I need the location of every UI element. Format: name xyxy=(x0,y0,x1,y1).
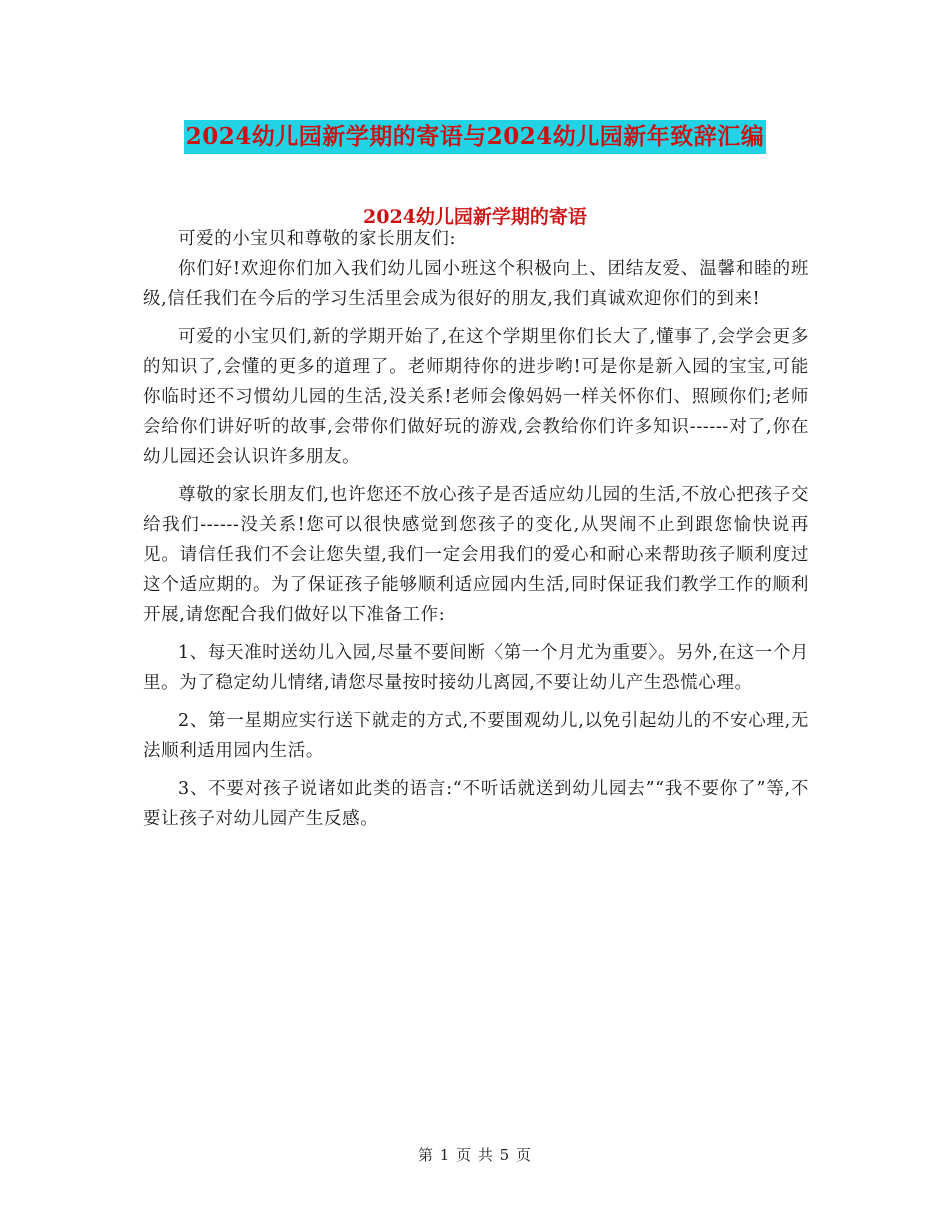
paragraph-item-1: 1、每天准时送幼儿入园,尽量不要间断〈第一个月尤为重要〉。另外,在这一个月里。为了稳定幼儿情绪,请您尽量按时接幼儿离园,不要让幼儿产生恐慌心理。 xyxy=(143,643,809,693)
paragraph-item-3: 3、不要对孩子说诸如此类的语言:“不听话就送到幼儿园去”“我不要你了”等,不要让孩子对幼儿园产生反感。 xyxy=(143,779,809,829)
document-title-text: 2024幼儿园新学期的寄语与2024幼儿园新年致辞汇编 xyxy=(184,120,767,154)
page-number-footer: 第 1 页 共 5 页 xyxy=(418,1146,532,1164)
document-title xyxy=(0,114,950,154)
paragraph-welcome: 你们好!欢迎你们加入我们幼儿园小班这个积极向上、团结友爱、温馨和睦的班级,信任我们在今后的学习生活里会成为很好的朋友,我们真诚欢迎你们的到来! xyxy=(143,259,809,309)
section-title: 2024幼儿园新学期的寄语 xyxy=(363,206,587,228)
paragraph-to-parents: 尊敬的家长朋友们,也许您还不放心孩子是否适应幼儿园的生活,不放心把孩子交给我们------没关系!您可以很快感觉到您孩子的变化,从哭闹不止到跟您愉快说再见。请信任我们不会让您失望,我们一定会用我们的爱心和耐心来帮助孩子顺利度过这个适应期的。为了保证孩子能够顺利适应园内生活,同时保证我们教学工作的顺利开展,请您配合我们做好以下准备工作: xyxy=(143,485,809,625)
paragraph-item-2: 2、第一星期应实行送下就走的方式,不要围观幼儿,以免引起幼儿的不安心理,无法顺利适用园内生活。 xyxy=(143,711,809,761)
paragraph-greeting: 可爱的小宝贝和尊敬的家长朋友们: xyxy=(178,229,456,249)
document-body xyxy=(143,224,809,834)
paragraph-to-children: 可爱的小宝贝们,新的学期开始了,在这个学期里你们长大了,懂事了,会学会更多的知识了,会懂的更多的道理了。老师期待你的进步哟!可是你是新入园的宝宝,可能你临时还不习惯幼儿园的生活,没关系!老师会像妈妈一样关怀你们、照顾你们;老师会给你们讲好听的故事,会带你们做好玩的游戏,会教给你们许多知识------对了,你在幼儿园还会认识许多朋友。 xyxy=(143,327,809,467)
